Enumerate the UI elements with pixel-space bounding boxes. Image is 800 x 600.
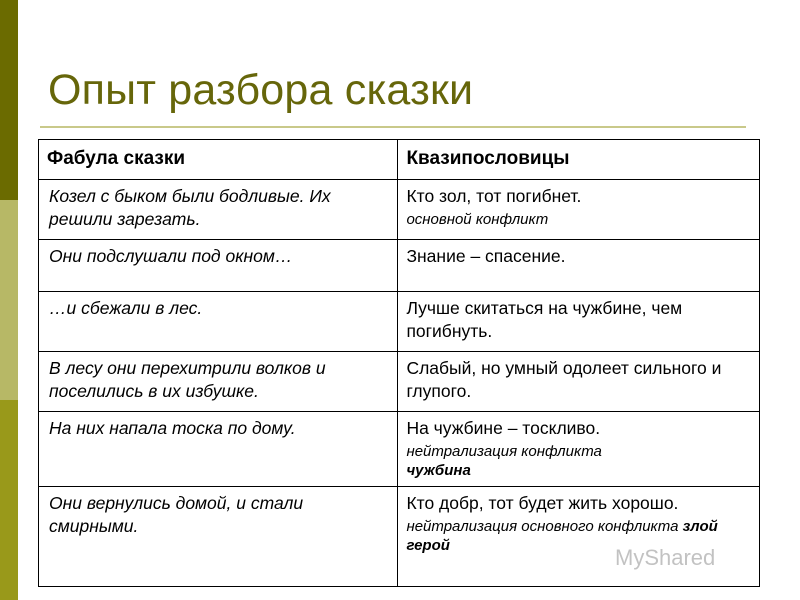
title-divider	[40, 126, 746, 128]
table-row	[39, 412, 760, 487]
proverb-cell	[398, 352, 760, 412]
note-text: нейтрализация основного конфликта	[406, 518, 679, 535]
proverb-text: Кто добр, тот будет жить хорошо.	[406, 493, 679, 513]
plot-cell: Козел с быком были бодливые. Их решили зарезать.	[39, 180, 398, 240]
side-bar-middle	[0, 200, 18, 400]
table-row	[39, 180, 760, 240]
plot-cell: …и сбежали в лес.	[39, 292, 398, 352]
watermark-logo: MyShared	[615, 545, 716, 570]
proverb-text: Кто зол, тот погибнет.	[406, 186, 582, 206]
table-header-row	[39, 140, 760, 180]
proverb-cell	[398, 412, 760, 487]
note-bold-text: злой герой	[406, 518, 718, 554]
proverb-cell	[398, 240, 760, 292]
side-bar-bottom	[0, 400, 18, 600]
proverb-cell	[398, 487, 760, 587]
proverb-cell	[398, 180, 760, 240]
slide-title: Опыт разбора сказки	[48, 66, 474, 114]
analysis-table	[38, 139, 760, 587]
header-plot: Фабула сказки	[39, 140, 398, 180]
header-proverbs: Квазипословицы	[398, 140, 760, 180]
plot-cell: На них напала тоска по дому.	[39, 412, 398, 487]
note-bold-text: чужбина	[406, 462, 471, 479]
table-row	[39, 240, 760, 292]
table-row	[39, 292, 760, 352]
plot-cell: В лесу они перехитрили волков и поселились в их избушке.	[39, 352, 398, 412]
proverb-note	[406, 442, 751, 480]
side-bar-top	[0, 0, 18, 200]
proverb-text: Знание – спасение.	[406, 246, 566, 266]
proverb-note: основной конфликт	[406, 211, 549, 228]
note-text: нейтрализация конфликта	[406, 443, 602, 460]
proverb-text: Слабый, но умный одолеет сильного и глупого.	[406, 358, 722, 401]
table-row	[39, 487, 760, 587]
proverb-text: Лучше скитаться на чужбине, чем погибнуть.	[406, 298, 683, 341]
proverb-cell	[398, 292, 760, 352]
proverb-text: На чужбине – тоскливо.	[406, 418, 601, 438]
table-row	[39, 352, 760, 412]
plot-cell: Они подслушали под окном…	[39, 240, 398, 292]
plot-cell: Они вернулись домой, и стали смирными.	[39, 487, 398, 587]
